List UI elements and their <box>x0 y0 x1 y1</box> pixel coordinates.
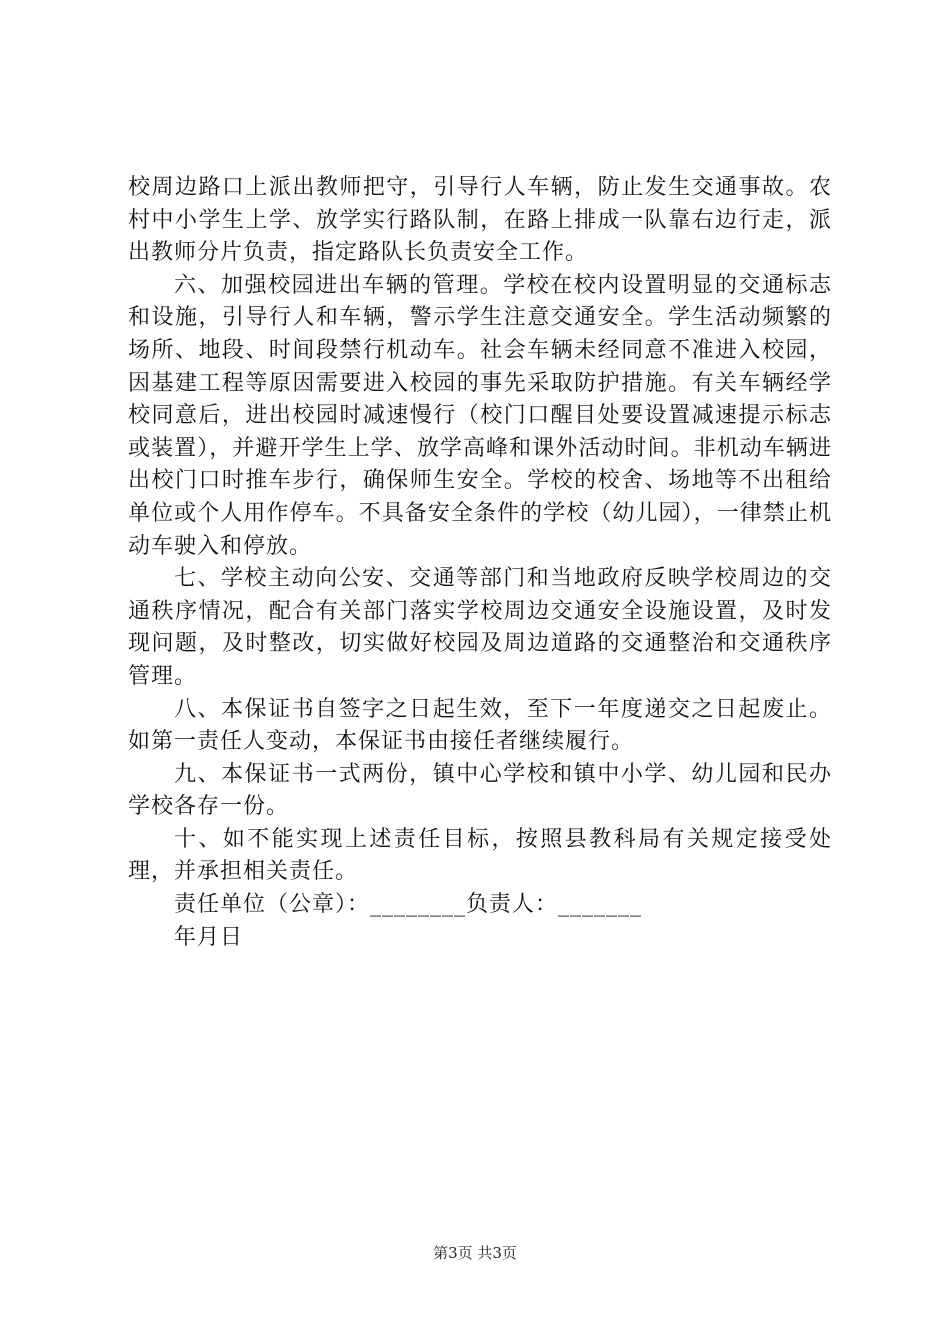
paragraph-item-7: 七、学校主动向公安、交通等部门和当地政府反映学校周边的交通秩序情况，配合有关部门落实学校周边交通安全设施设置，及时发现问题，及时整改，切实做好校园及周边道路的交通整治和交通秩序管理。 <box>128 566 832 689</box>
paragraph-item-9: 九、本保证书一式两份，镇中心学校和镇中小学、幼儿园和民办学校各存一份。 <box>128 761 832 820</box>
document-body <box>128 172 832 954</box>
paragraph-item-8: 八、本保证书自签字之日起生效，至下一年度递交之日起废止。如第一责任人变动，本保证书由接任者继续履行。 <box>128 696 832 755</box>
paragraph-item-6: 六、加强校园进出车辆的管理。学校在校内设置明显的交通标志和设施，引导行人和车辆，警示学生注意交通安全。学生活动频繁的场所、地段、时间段禁行机动车。社会车辆未经同意不准进入校园，因基建工程等原因需要进入校园的事先采取防护措施。有关车辆经学校同意后，进出校园时减速慢行（校门口醒目处要设置减速提示标志或装置），并避开学生上学、放学高峰和课外活动时间。非机动车辆进出校门口时推车步行，确保师生安全。学校的校舍、场地等不出租给单位或个人用作停车。不具备安全条件的学校（幼儿园），一律禁止机动车驶入和停放。 <box>128 272 832 559</box>
paragraph-continuation: 校周边路口上派出教师把守，引导行人车辆，防止发生交通事故。农村中小学生上学、放学实行路队制，在路上排成一队靠右边行走，派出教师分片负责，指定路队长负责安全工作。 <box>128 175 832 266</box>
page-number-footer: 第3页 共3页 <box>433 1244 517 1262</box>
signature-line: 责任单位（公章）：________负责人：_______ <box>174 892 643 918</box>
date-line: 年月日 <box>174 924 244 950</box>
paragraph-item-10: 十、如不能实现上述责任目标，按照县教科局有关规定接受处理，并承担相关责任。 <box>128 826 832 885</box>
